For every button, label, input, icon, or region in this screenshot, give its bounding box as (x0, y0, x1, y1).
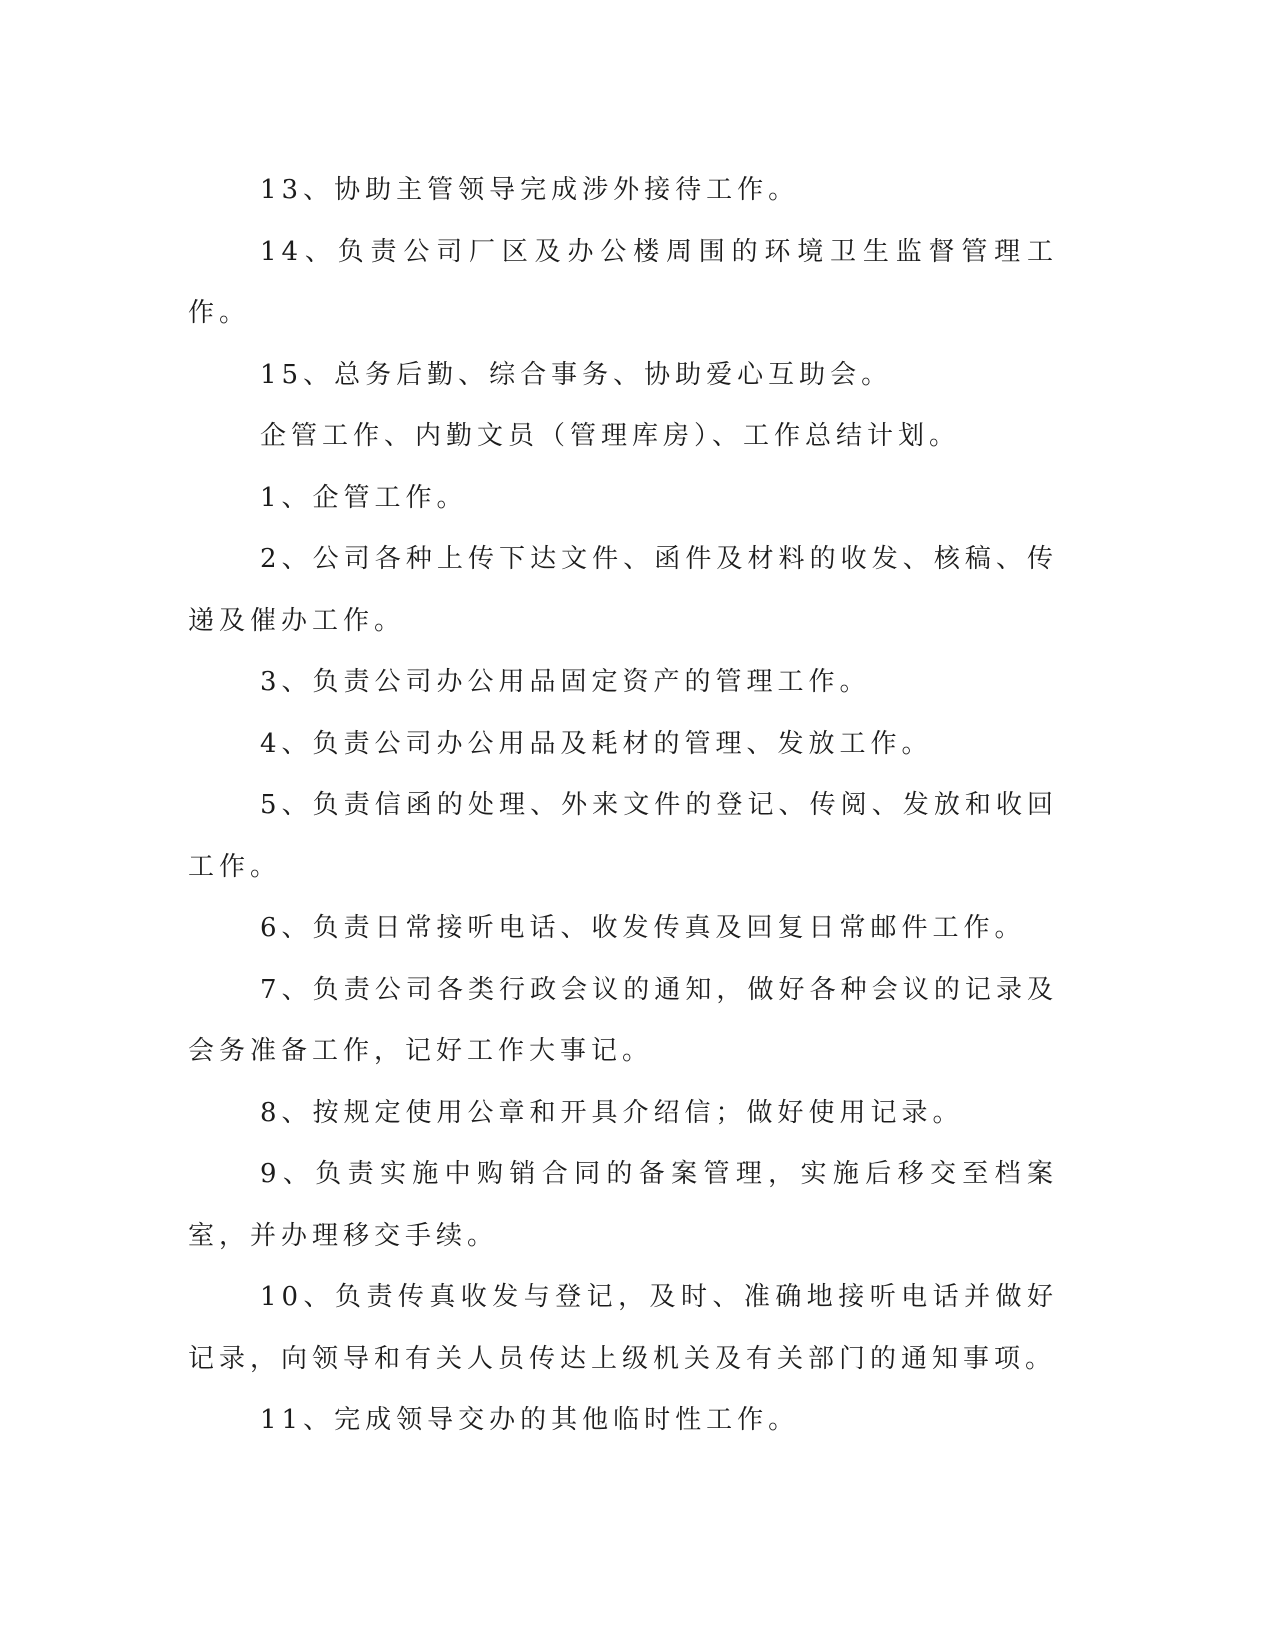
document-body (188, 160, 1058, 1452)
paragraph-item-15: 15、总务后勤、综合事务、协助爱心互助会。 (260, 359, 893, 390)
paragraph-item-4: 4、负责公司办公用品及耗材的管理、发放工作。 (260, 728, 933, 759)
paragraph-item-6: 6、负责日常接听电话、收发传真及回复日常邮件工作。 (260, 913, 1026, 943)
paragraph-section-heading: 企管工作、内勤文员（管理库房）、工作总结计划。 (260, 421, 961, 451)
paragraph-item-2: 2、公司各种上传下达文件、函件及材料的收发、核稿、传递及催办工作。 (188, 544, 1058, 636)
paragraph-item-7: 7、负责公司各类行政会议的通知，做好各种会议的记录及会务准备工作，记好工作大事记。 (188, 974, 1058, 1066)
paragraph-item-11: 11、完成领导交办的其他临时性工作。 (260, 1405, 800, 1435)
paragraph-item-9: 9、负责实施中购销合同的备案管理，实施后移交至档案室，并办理移交手续。 (188, 1159, 1058, 1251)
paragraph-item-3: 3、负责公司办公用品固定资产的管理工作。 (260, 667, 871, 697)
paragraph-item-5: 5、负责信函的处理、外来文件的登记、传阅、发放和收回工作。 (188, 790, 1058, 882)
paragraph-item-13: 13、协助主管领导完成涉外接待工作。 (260, 175, 800, 205)
paragraph-item-1: 1、企管工作。 (260, 482, 468, 513)
paragraph-item-8: 8、按规定使用公章和开具介绍信；做好使用记录。 (260, 1097, 964, 1128)
paragraph-item-14: 14、负责公司厂区及办公楼周围的环境卫生监督管理工作。 (188, 236, 1058, 328)
paragraph-item-10: 10、负责传真收发与登记，及时、准确地接听电话并做好记录，向领导和有关人员传达上级机关及有关部门的通知事项。 (188, 1282, 1058, 1374)
